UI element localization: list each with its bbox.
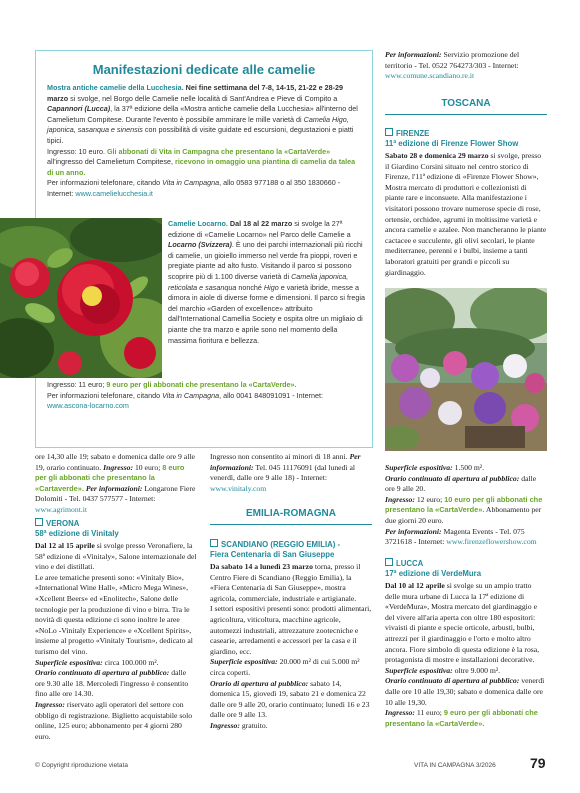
agrimont-link[interactable]: www.agrimont.it (35, 504, 88, 514)
scandiano-body: Da sabato 14 a lunedì 23 marzo torna, presso il Centro Fiere di Scandiano (Reggio Emilia), la «Fiera Centenaria di San Giuseppe», mostra agricola, commerciale, industriale e artigianale. I settori espositivi presenti sono: prodotti alimentari, agricoltura, viticoltura, macchine agricole, automezzi industriali, attrezzature zootecniche e casearie, arredamenti e accessori per la casa e il giardino, ecc. Superficie espositiva: 20.000 m² di cui 5.000 m² circa coperti. Orario di apertura al pubblico: sabato 14, domenica 15, giovedì 19, sabato 21 e domenica 22 dalle ore 9 alle 20, orario continuato; lunedì 16 e 23 dalle ore 9 alle 13. Ingresso: gratuito. (210, 562, 372, 730)
section-square-icon (35, 518, 43, 526)
section-square-icon (385, 558, 393, 566)
firenze-info: Superficie espositiva: 1.500 m². Orario continuato di apertura al pubblico: dalle ore 9 alle 20. Ingresso: 12 euro; 10 euro per gli abbonati che presentano la «CartaVerde». Abbonamento per due giorni 20 euro. Per informazioni: Magenta Events - Tel. 075 3721618 - Internet: www.firenzeflowershow.com (385, 463, 543, 547)
col2-top-text: Ingresso non consentito ai minori di 18 anni. Per informazioni: Tel. 045 11176091 (dal lunedì al venerdì, dalle ore 9 alle 18) - Internet: www.vinitaly.com (210, 452, 361, 493)
lucca-heading: LUCCA 17ª edizione di VerdeMura (385, 559, 482, 578)
region-heading-toscana: TOSCANA (441, 98, 491, 109)
firenze-heading: FIRENZE 11ª edizione di Firenze Flower Show (385, 129, 519, 148)
verona-heading: VERONA 58ª edizione di Vinitaly (35, 519, 119, 538)
scandiano-link[interactable]: www.comune.scandiano.re.it (385, 71, 475, 81)
section-square-icon (385, 128, 393, 136)
firenze-flower-show-link[interactable]: www.firenzeflowershow.com (446, 537, 537, 547)
col1-top-text: ore 14,30 alle 19; sabato e domenica dalle ore 9 alle 19, orario continuato. Ingresso: 10 euro; 8 euro per gli abbonati che presentano la «Cartaverde». Per informazioni: Longarone Fiere Dolomiti - Tel. 0437 577577 - Internet: www.agrimont.it (35, 452, 196, 514)
verona-body: Dal 12 al 15 aprile si svolge presso Veronafiere, la 58ª edizione di «Vinitaly», Salone internazionale del vino e dei distillati. Le aree tematiche presenti sono: «Vinitaly Bio», «International Wine Hall», «Micro Mega Wines», «Xcellent Beers» ed «Enolitech», Salone delle tecnologie per la produzione di vino e birra. Tra le novità di questa edizione ci sono inoltre le aree «NoLo -Vinitaly Experience» e «Xcellent Spirits», insieme al progetto «Vinitaly Tourism», dedicato al turismo del vino. Superficie espositiva: circa 100.000 m². Orario continuato di apertura al pubblico: dalle ore 9.30 alle 18. Mercoledì l'ingresso è consentito fino alle ore 14.30. Ingresso: riservato agli operatori del settore con obbligo di registrazione. Biglietto acquistabile solo online, 125 euro; abbonamento per 4 giorni 280 euro. (35, 541, 197, 741)
scandiano-heading: SCANDIANO (REGGIO EMILIA) - Fiera Centenaria di San Giuseppe (210, 540, 341, 559)
magazine-issue: VITA IN CAMPAGNA 3/2026 (414, 762, 496, 769)
garden-photo (385, 288, 547, 451)
region-heading-emilia: EMILIA-ROMAGNA (246, 508, 336, 519)
page-number: 79 (530, 755, 546, 771)
locarno-info: Ingresso: 11 euro; 9 euro per gli abbonati che presentano la «CartaVerde». Per informazioni telefonare, citando Vita in Campagna, allo 0041 848091091 - Internet: www.ascona-locarno.com (47, 380, 323, 411)
copyright-notice: © Copyright riproduzione vietata (35, 762, 128, 769)
lucchesia-website-link[interactable]: www.camelielucchesia.it (75, 188, 153, 198)
camellia-photo (0, 218, 162, 378)
col3-top-text: Per informazioni: Servizio promozione del territorio - Tel. 0522 764273/303 - Internet: www.comune.scandiano.re.it (385, 50, 520, 81)
locarno-paragraph: Camelie Locarno. Dal 18 al 22 marzo si svolge la 27ª edizione di «Camelie Locarno» nel Parco delle Camelie a Locarno (Svizzera). È uno dei parchi internazionali più ricchi di camelie, un gioiello immerso nel verde fra pioppi, roveri e pregiate piante ad alto fusto. Visitando il parco si possono scoprire più di 1.100 diverse varietà di Camelia japonica, reticolata e sasanqua nonché Higo e varietà ibride, messe a dimora in aiole di diverse forme e dimensioni. Il parco si fregia del marchio «Garden of excellence» attribuito dall'International Camellia Society e ospita oltre un migliaio di piante che tra marzo e aprile sono nel momento della massima fioritura e bellezza. (168, 219, 365, 345)
region-divider (385, 114, 547, 115)
vinitaly-link[interactable]: www.vinitaly.com (210, 483, 267, 493)
section-square-icon (210, 539, 218, 547)
firenze-body: Sabato 28 e domenica 29 marzo si svolge, presso il Giardino Corsini situato nel centro storico di Firenze, l'11ª edizione di «Firenze Flower Show», Mostra mercato di produttori e collezionisti di piante rare e inconsuete. Alla manifestazione i visitatori possono trovare numerose specie di rose, ortensie, orchidee, agrumi in moltissime varietà e ancora camelie e azalee. Non mancheranno le piante cactacee e succulente, gli olivi secolari, le piante mediterranee, perenni e i bulbi, insieme a tanti laboratori gratuiti per grandi e piccoli su giardinaggio. (385, 151, 547, 277)
region-divider (210, 524, 372, 525)
camellia-box-title: Manifestazioni dedicate alle camelie (92, 62, 316, 77)
lucchesia-paragraph: Mostra antiche camelie della Lucchesia. Nei fine settimana del 7-8, 14-15, 21-22 e 28-29 marzo si svolge, nel Borgo delle Camelie nelle località di Sant'Andrea e Pieve di Compito a Capannori (Lucca), la 37ª edizione della «Mostra antiche camelie della Lucchesia» all'interno del Camelietum Compitese. Durante l'evento è possibile ammirare le mille varietà di Camelia Higo, japonica, sasanqua e sinensis con possibilità di visite guidate ed escursioni, degustazioni e piatti tipici. Ingresso: 10 euro. Gli abbonati di Vita in Campagna che presentano la «CartaVerde» all'ingresso del Camelietum Compitese, ricevono in omaggio una piantina di camelia da talea di un anno. Per informazioni telefonare, citando Vita in Campagna, allo 0583 977188 o al 350 1830660 - Internet: www.camelielucchesia.it (47, 83, 358, 198)
locarno-website-link[interactable]: www.ascona-locarno.com (47, 401, 129, 411)
lucca-body: Dal 10 al 12 aprile si svolge su un ampio tratto delle mura urbane di Lucca la 17ª edizione di «VerdeMura», Mostra mercato del giardinaggio e del vivere all'aria aperta con oltre 180 espositori: vivaisti di piante e specie orticole, arbusti, bulbi, attrezzi per il giardinaggio e l'orto e molto altro ancora. Fiore simbolo di questa edizione è la rosa, protagonista di mostre e installazioni decorative. Superficie espositiva: oltre 9.000 m². Orario continuato di apertura al pubblico: venerdì dalle ore 10 alle 19,30; sabato e domenica dalle ore 10 alle 19,30. Ingresso: 11 euro; 9 euro per gli abbonati che presentano la «CartaVerde». (385, 581, 545, 728)
